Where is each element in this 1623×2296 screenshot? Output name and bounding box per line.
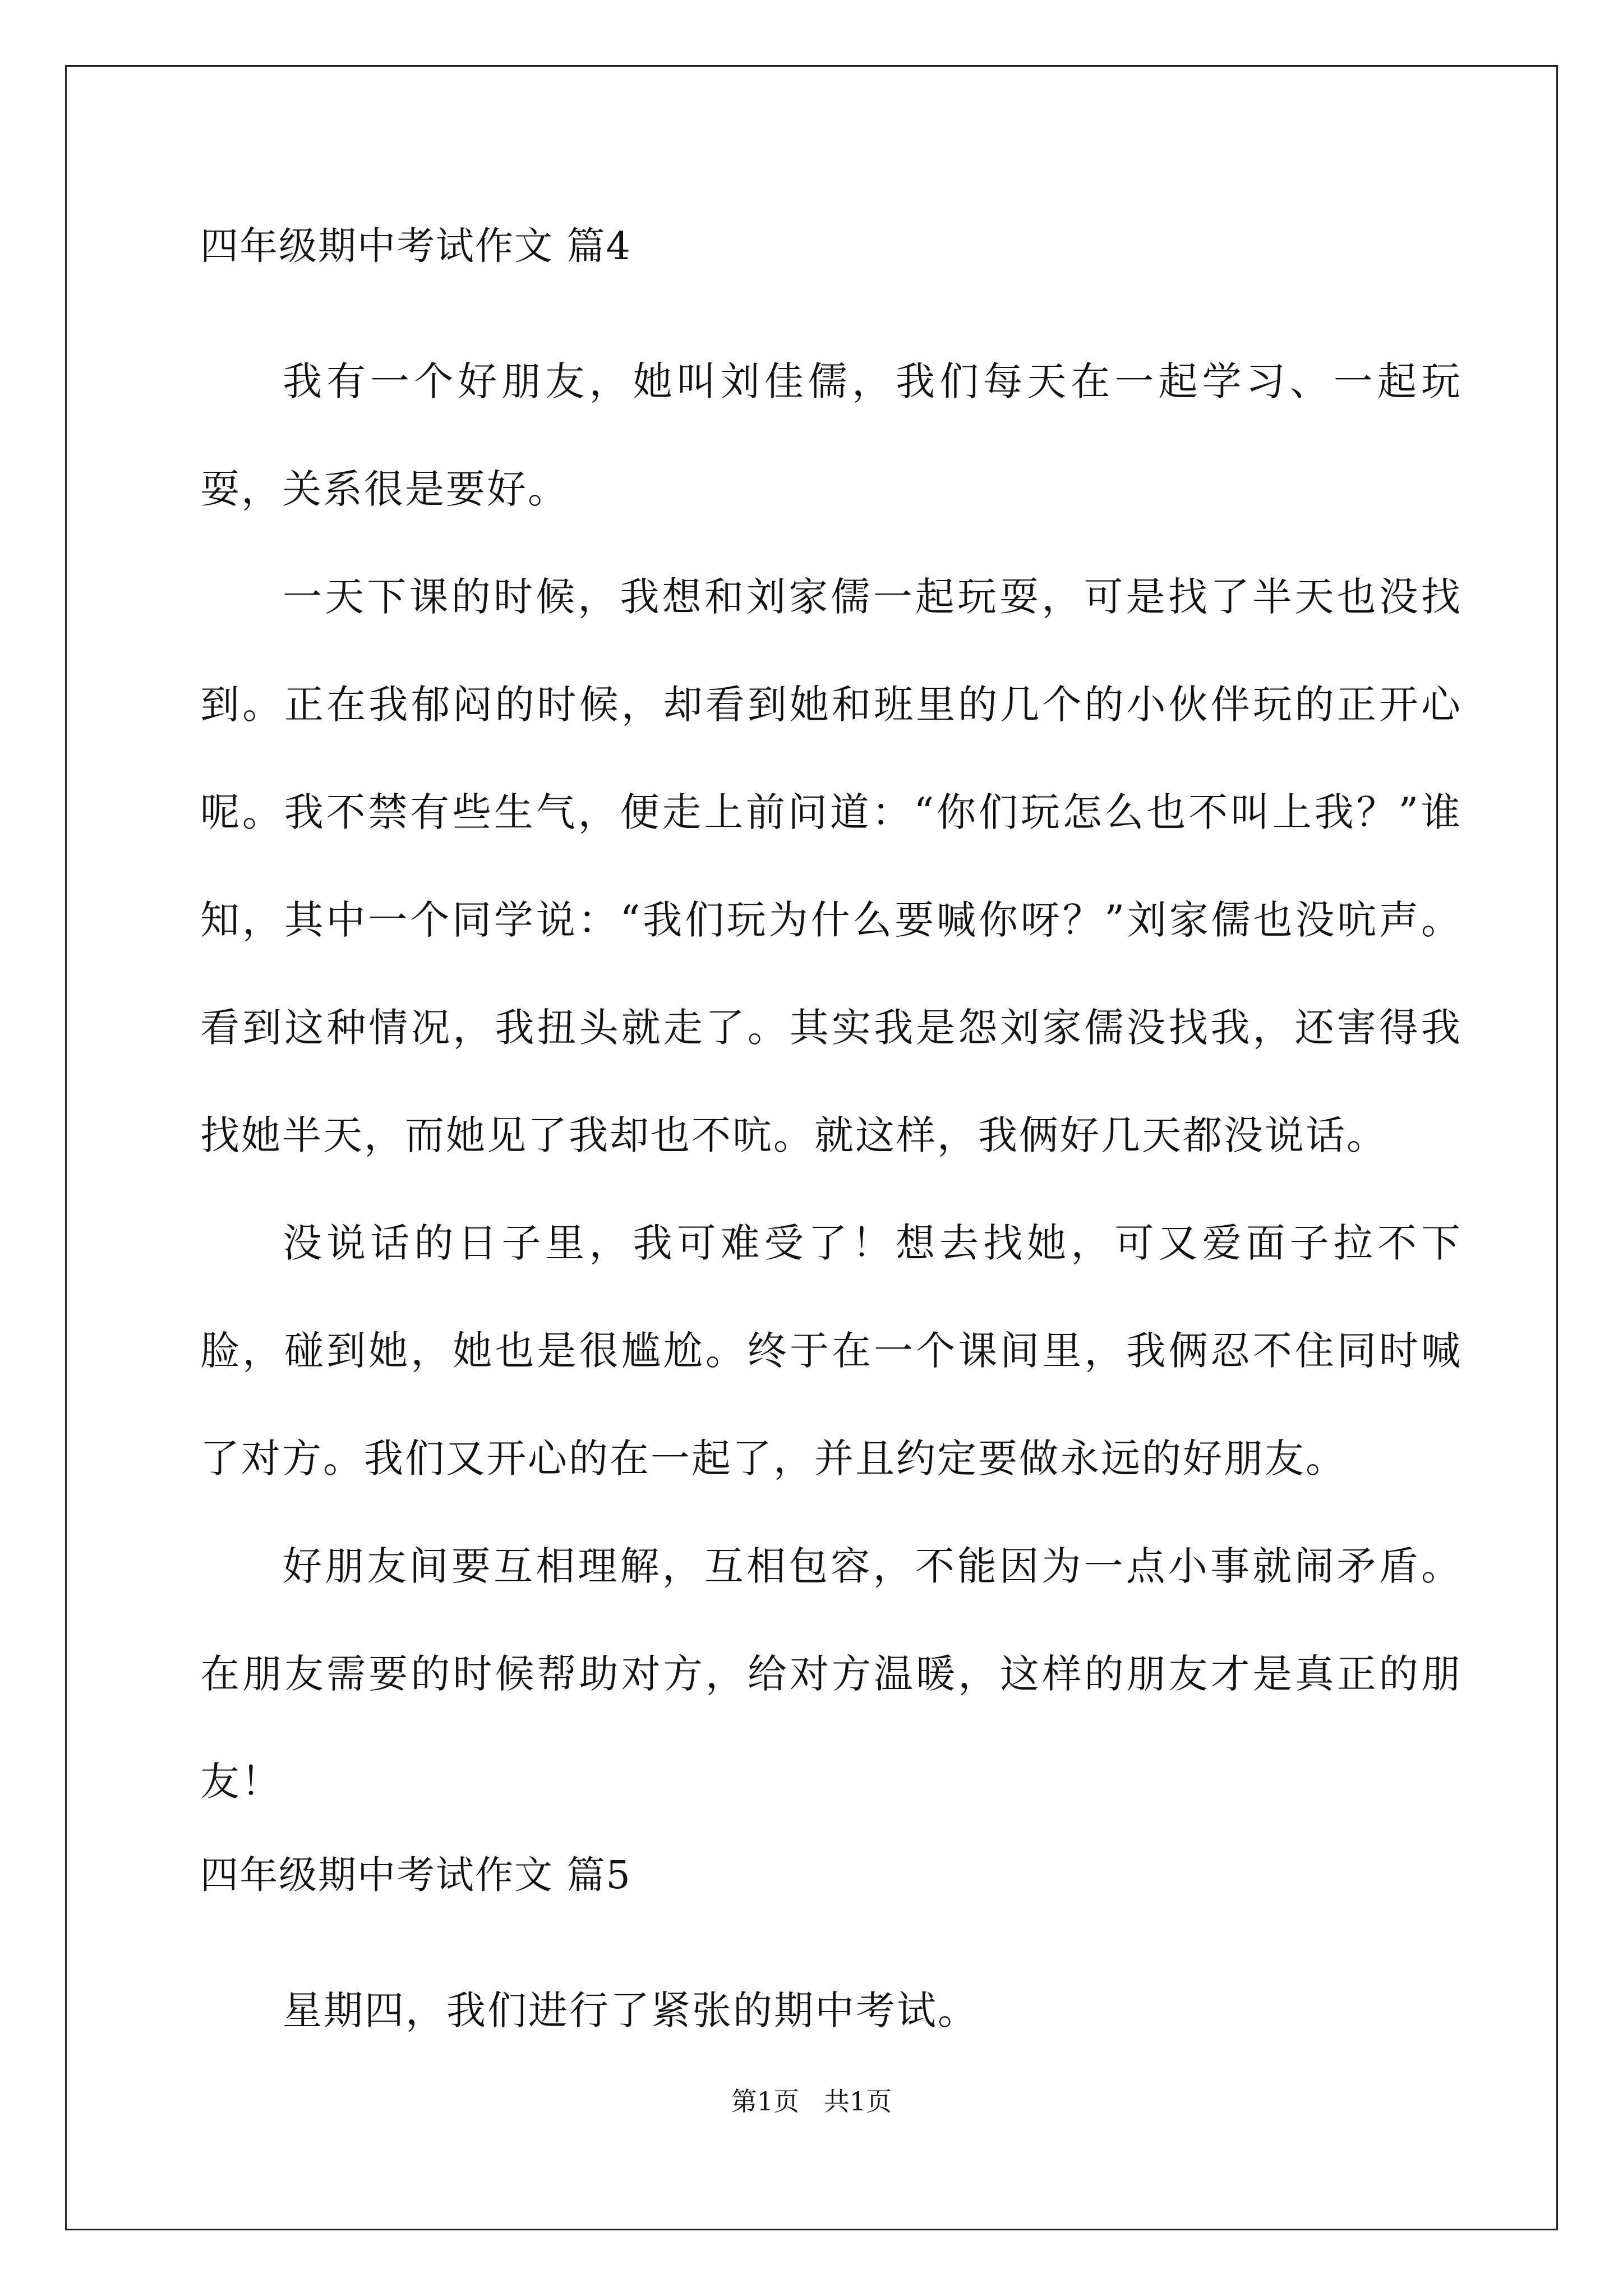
- paragraph: 星期四，我们进行了紧张的期中考试。: [283, 1987, 979, 2033]
- section-heading: 四年级期中考试作文 篇4: [200, 224, 631, 269]
- spacer: [200, 1903, 1462, 1957]
- section-heading: 四年级期中考试作文 篇5: [200, 1853, 631, 1898]
- page-footer: 第1页 共1页: [731, 2086, 892, 2116]
- paragraph: 我有一个好朋友，她叫刘佳儒，我们每天在一起学习、一起玩耍，关系很是要好。: [200, 358, 1462, 512]
- spacer: [200, 274, 1462, 328]
- paragraph: 没说话的日子里，我可难受了！想去找她，可又爱面子拉不下脸，碰到她，她也是很尴尬。终于在一个课间里，我俩忍不住同时喊了对方。我们又开心的在一起了，并且约定要做永远的好朋友。: [200, 1220, 1462, 1481]
- document-body: [200, 220, 1462, 2064]
- spacer: [200, 1835, 1462, 1849]
- paragraph: 好朋友间要互相理解，互相包容，不能因为一点小事就闹矛盾。在朋友需要的时候帮助对方，给对方温暖，这样的朋友才是真正的朋友！: [200, 1543, 1462, 1805]
- paragraph: 一天下课的时候，我想和刘家儒一起玩耍，可是找了半天也没找到。正在我郁闷的时候，却看到她和班里的几个的小伙伴玩的正开心呢。我不禁有些生气，便走上前问道：“你们玩怎么也不叫上我？”谁知，其中一个同学说：“我们玩为什么要喊你呀？”刘家儒也没吭声。看到这种情况，我扭头就走了。其实我是怨刘家儒没找我，还害得我找她半天，而她见了我却也不吭。就这样，我俩好几天都没说话。: [200, 574, 1462, 1158]
